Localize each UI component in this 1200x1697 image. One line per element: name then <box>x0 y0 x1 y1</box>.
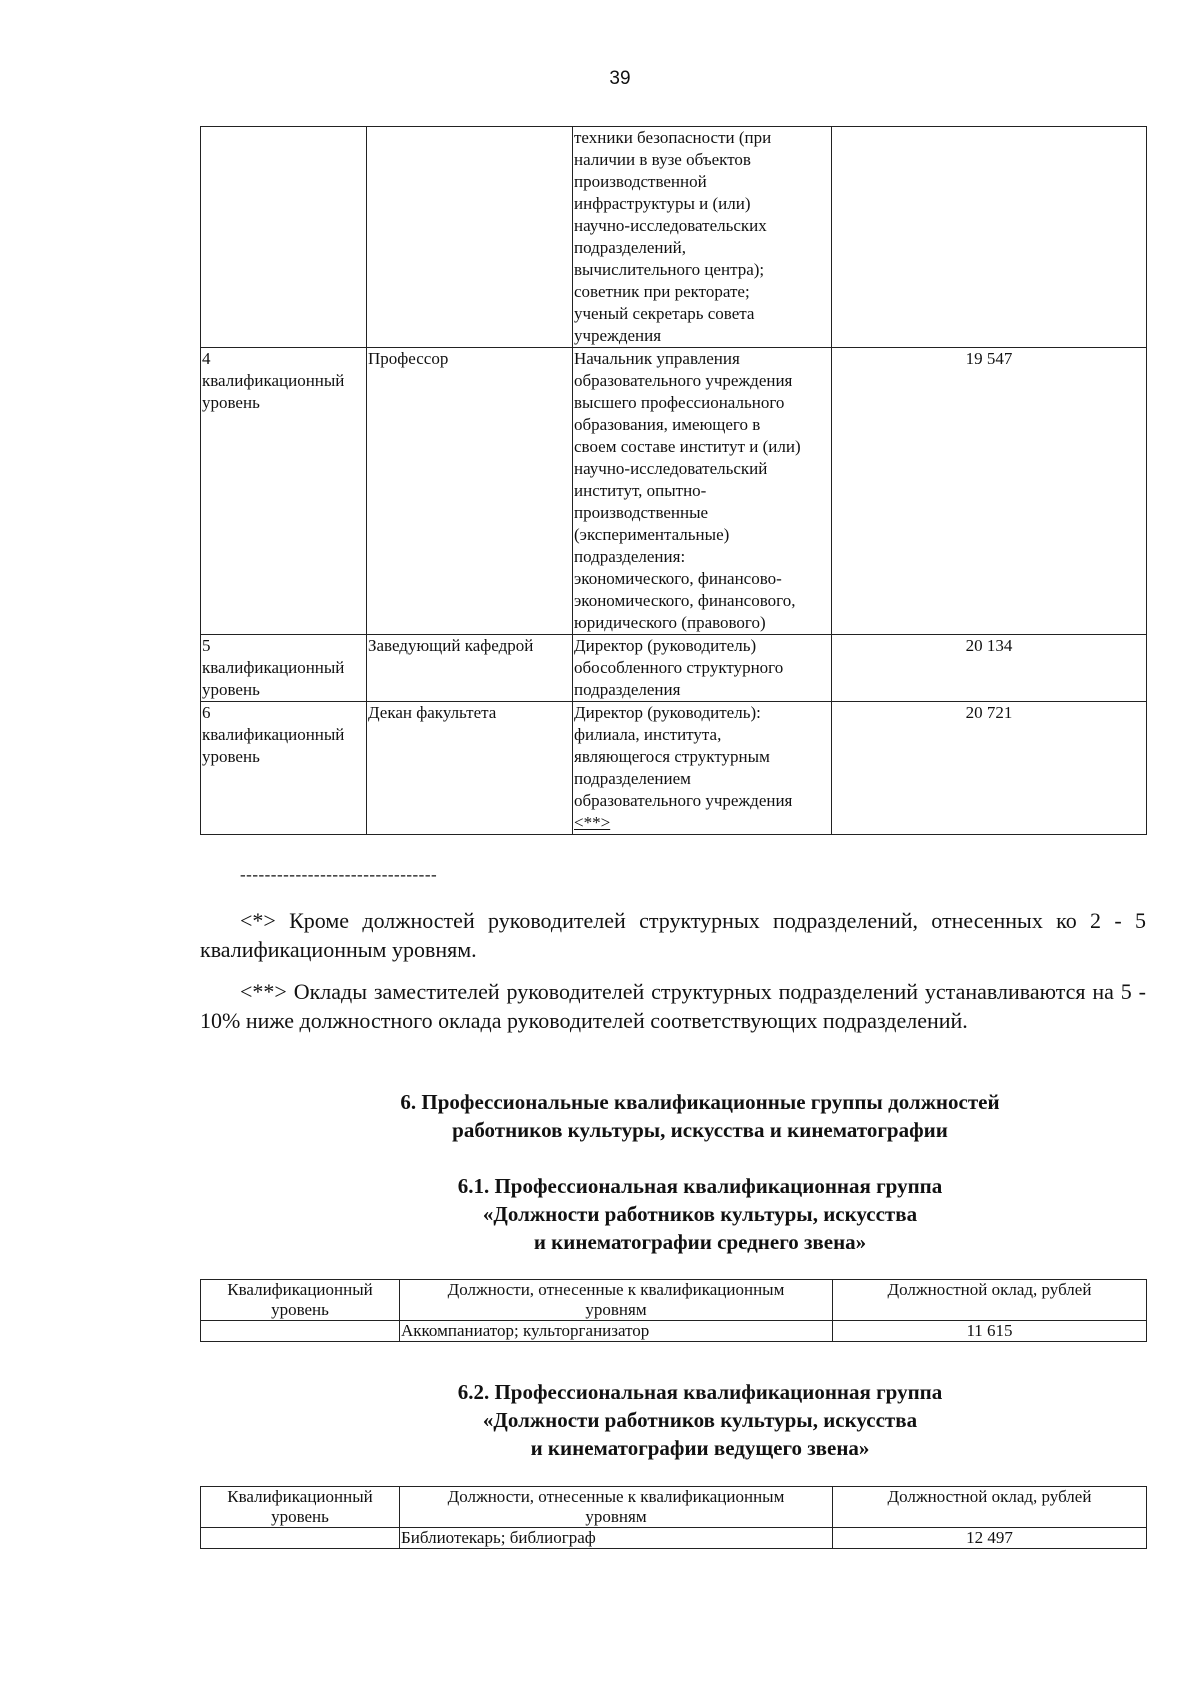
level-header: Квалификационный уровень <box>201 1487 400 1528</box>
level-cell: 4 квалификационный уровень <box>201 348 367 635</box>
position-cell: Заведующий кафедрой <box>367 635 573 702</box>
table-row <box>201 127 1147 348</box>
footnote-separator: -------------------------------- <box>240 865 438 884</box>
footnote-2: <**> Оклады заместителей руководителей структурных подразделений устанавливаются на 5 - 10% ниже должностного оклада руководителей соответствующих подразделений. <box>200 979 1146 1033</box>
section-6-2-table <box>200 1486 1147 1549</box>
section-6-1-heading: 6.1. Профессиональная квалификационная группа «Должности работников культуры, искусства и кинематографии среднего звена» <box>457 1174 943 1254</box>
level-header: Квалификационный уровень <box>201 1280 400 1321</box>
table-row <box>201 635 1147 702</box>
level-cell: 6 квалификационный уровень <box>201 702 367 835</box>
salary-cell: 11 615 <box>833 1321 1147 1342</box>
page-number: 39 <box>609 68 631 89</box>
positions-header: Должности, отнесенные к квалификационным уровням <box>400 1280 833 1321</box>
table-header-row <box>201 1280 1147 1321</box>
position-cell <box>367 127 573 348</box>
level-cell <box>201 1321 400 1342</box>
other-positions-cell: техники безопасности (при наличии в вузе объектов производственной инфраструктуры и (или) научно-исследовательских подразделений, вычислительного центра); советник при ректорате; ученый секретарь совета учреждения <box>573 127 832 348</box>
table-row <box>201 702 1147 835</box>
level-cell <box>201 1528 400 1549</box>
table-header-row <box>201 1487 1147 1528</box>
salary-cell: 20 134 <box>832 635 1147 702</box>
salary-cell <box>832 127 1147 348</box>
positions-cell: Библиотекарь; библиограф <box>400 1528 833 1549</box>
section-6-1-table <box>200 1279 1147 1342</box>
section-6-heading: 6. Профессиональные квалификационные группы должностей работников культуры, искусства и кинематографии <box>400 1090 1000 1142</box>
salary-header: Должностной оклад, рублей <box>833 1280 1147 1321</box>
table-row <box>201 1528 1147 1549</box>
position-cell: Декан факультета <box>367 702 573 835</box>
other-positions-cell: Начальник управления образовательного учреждения высшего профессионального образования, имеющего в своем составе институт и (или) научно-исследовательский институт, опытно- производственные (экспериментальные) подразделения: экономического, финансово- экономического, финансового, юридического (правового) <box>573 348 832 635</box>
position-cell: Профессор <box>367 348 573 635</box>
table-row <box>201 348 1147 635</box>
footnote-1: <*> Кроме должностей руководителей структурных подразделений, отнесенных ко 2 - 5 квалификационным уровням. <box>200 908 1146 962</box>
salary-cell: 12 497 <box>833 1528 1147 1549</box>
level-cell <box>201 127 367 348</box>
section-6-2-heading: 6.2. Профессиональная квалификационная группа «Должности работников культуры, искусства и кинематографии ведущего звена» <box>457 1380 943 1460</box>
table-row <box>201 1321 1147 1342</box>
other-positions-cell: Директор (руководитель) обособленного структурного подразделения <box>573 635 832 702</box>
level-cell: 5 квалификационный уровень <box>201 635 367 702</box>
salary-cell: 20 721 <box>832 702 1147 835</box>
qualification-table <box>200 126 1147 835</box>
other-positions-cell: Директор (руководитель): филиала, института, являющегося структурным подразделением образовательного учреждения <**> <box>573 702 832 835</box>
footnote-link[interactable]: <**> <box>574 813 611 832</box>
positions-cell: Аккомпаниатор; культорганизатор <box>400 1321 833 1342</box>
salary-cell: 19 547 <box>832 348 1147 635</box>
positions-header: Должности, отнесенные к квалификационным уровням <box>400 1487 833 1528</box>
salary-header: Должностной оклад, рублей <box>833 1487 1147 1528</box>
